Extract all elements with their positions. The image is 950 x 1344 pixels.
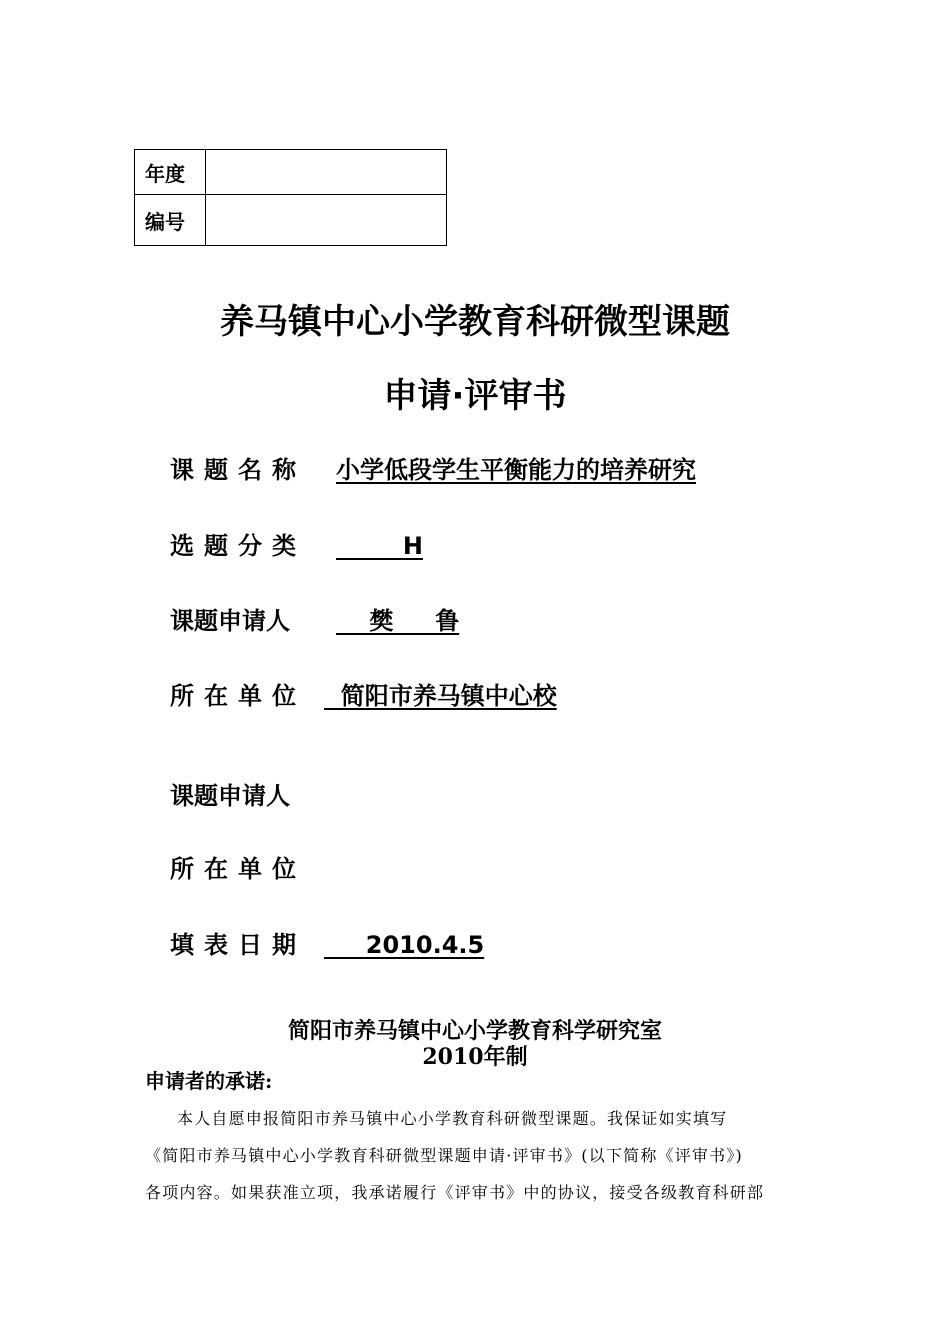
field-topic-name-label: 课题名称	[170, 456, 306, 484]
year-label: 年度	[135, 150, 206, 195]
field-applicant	[170, 605, 460, 637]
meta-row-year	[135, 150, 447, 195]
field-applicant-value: 樊 鲁	[336, 607, 460, 635]
document-subtitle: 申请·评审书	[383, 376, 567, 416]
field-unit	[170, 680, 557, 712]
field-applicant-2-label: 课题申请人	[170, 782, 290, 810]
field-unit-value: 简阳市养马镇中心校	[324, 682, 557, 710]
document-title: 养马镇中心小学教育科研微型课题	[220, 302, 730, 342]
field-topic-name-value: 小学低段学生平衡能力的培养研究	[336, 456, 696, 484]
year-value	[206, 150, 447, 195]
meta-row-number	[135, 195, 447, 246]
pledge-line: 《简阳市养马镇中心小学教育科研微型课题申请·评审书》(以下简称《评审书》)	[145, 1146, 743, 1165]
field-category-value: H	[336, 532, 423, 560]
pledge-body	[145, 1100, 805, 1211]
number-value	[206, 195, 447, 246]
field-applicant-label: 课题申请人	[170, 607, 290, 635]
field-date	[170, 929, 485, 961]
field-topic-name	[170, 454, 696, 486]
issuing-organization: 简阳市养马镇中心小学教育科学研究室	[287, 1018, 662, 1044]
number-label: 编号	[135, 195, 206, 246]
meta-table	[134, 149, 447, 246]
field-unit-label: 所在单位	[170, 682, 306, 710]
field-category	[170, 530, 423, 562]
pledge-line: 本人自愿申报简阳市养马镇中心小学教育科研微型课题。我保证如实填写	[177, 1109, 728, 1128]
field-date-value: 2010.4.5	[324, 931, 485, 959]
pledge-heading: 申请者的承诺:	[145, 1069, 273, 1093]
field-category-label: 选题分类	[170, 532, 306, 560]
field-date-label: 填表日期	[170, 931, 306, 959]
issuing-year: 2010年制	[422, 1044, 528, 1070]
field-unit-2-label: 所在单位	[170, 855, 306, 883]
field-unit-2	[170, 853, 306, 885]
pledge-line: 各项内容。如果获准立项，我承诺履行《评审书》中的协议，接受各级教育科研部	[145, 1183, 765, 1202]
field-applicant-2	[170, 780, 290, 812]
